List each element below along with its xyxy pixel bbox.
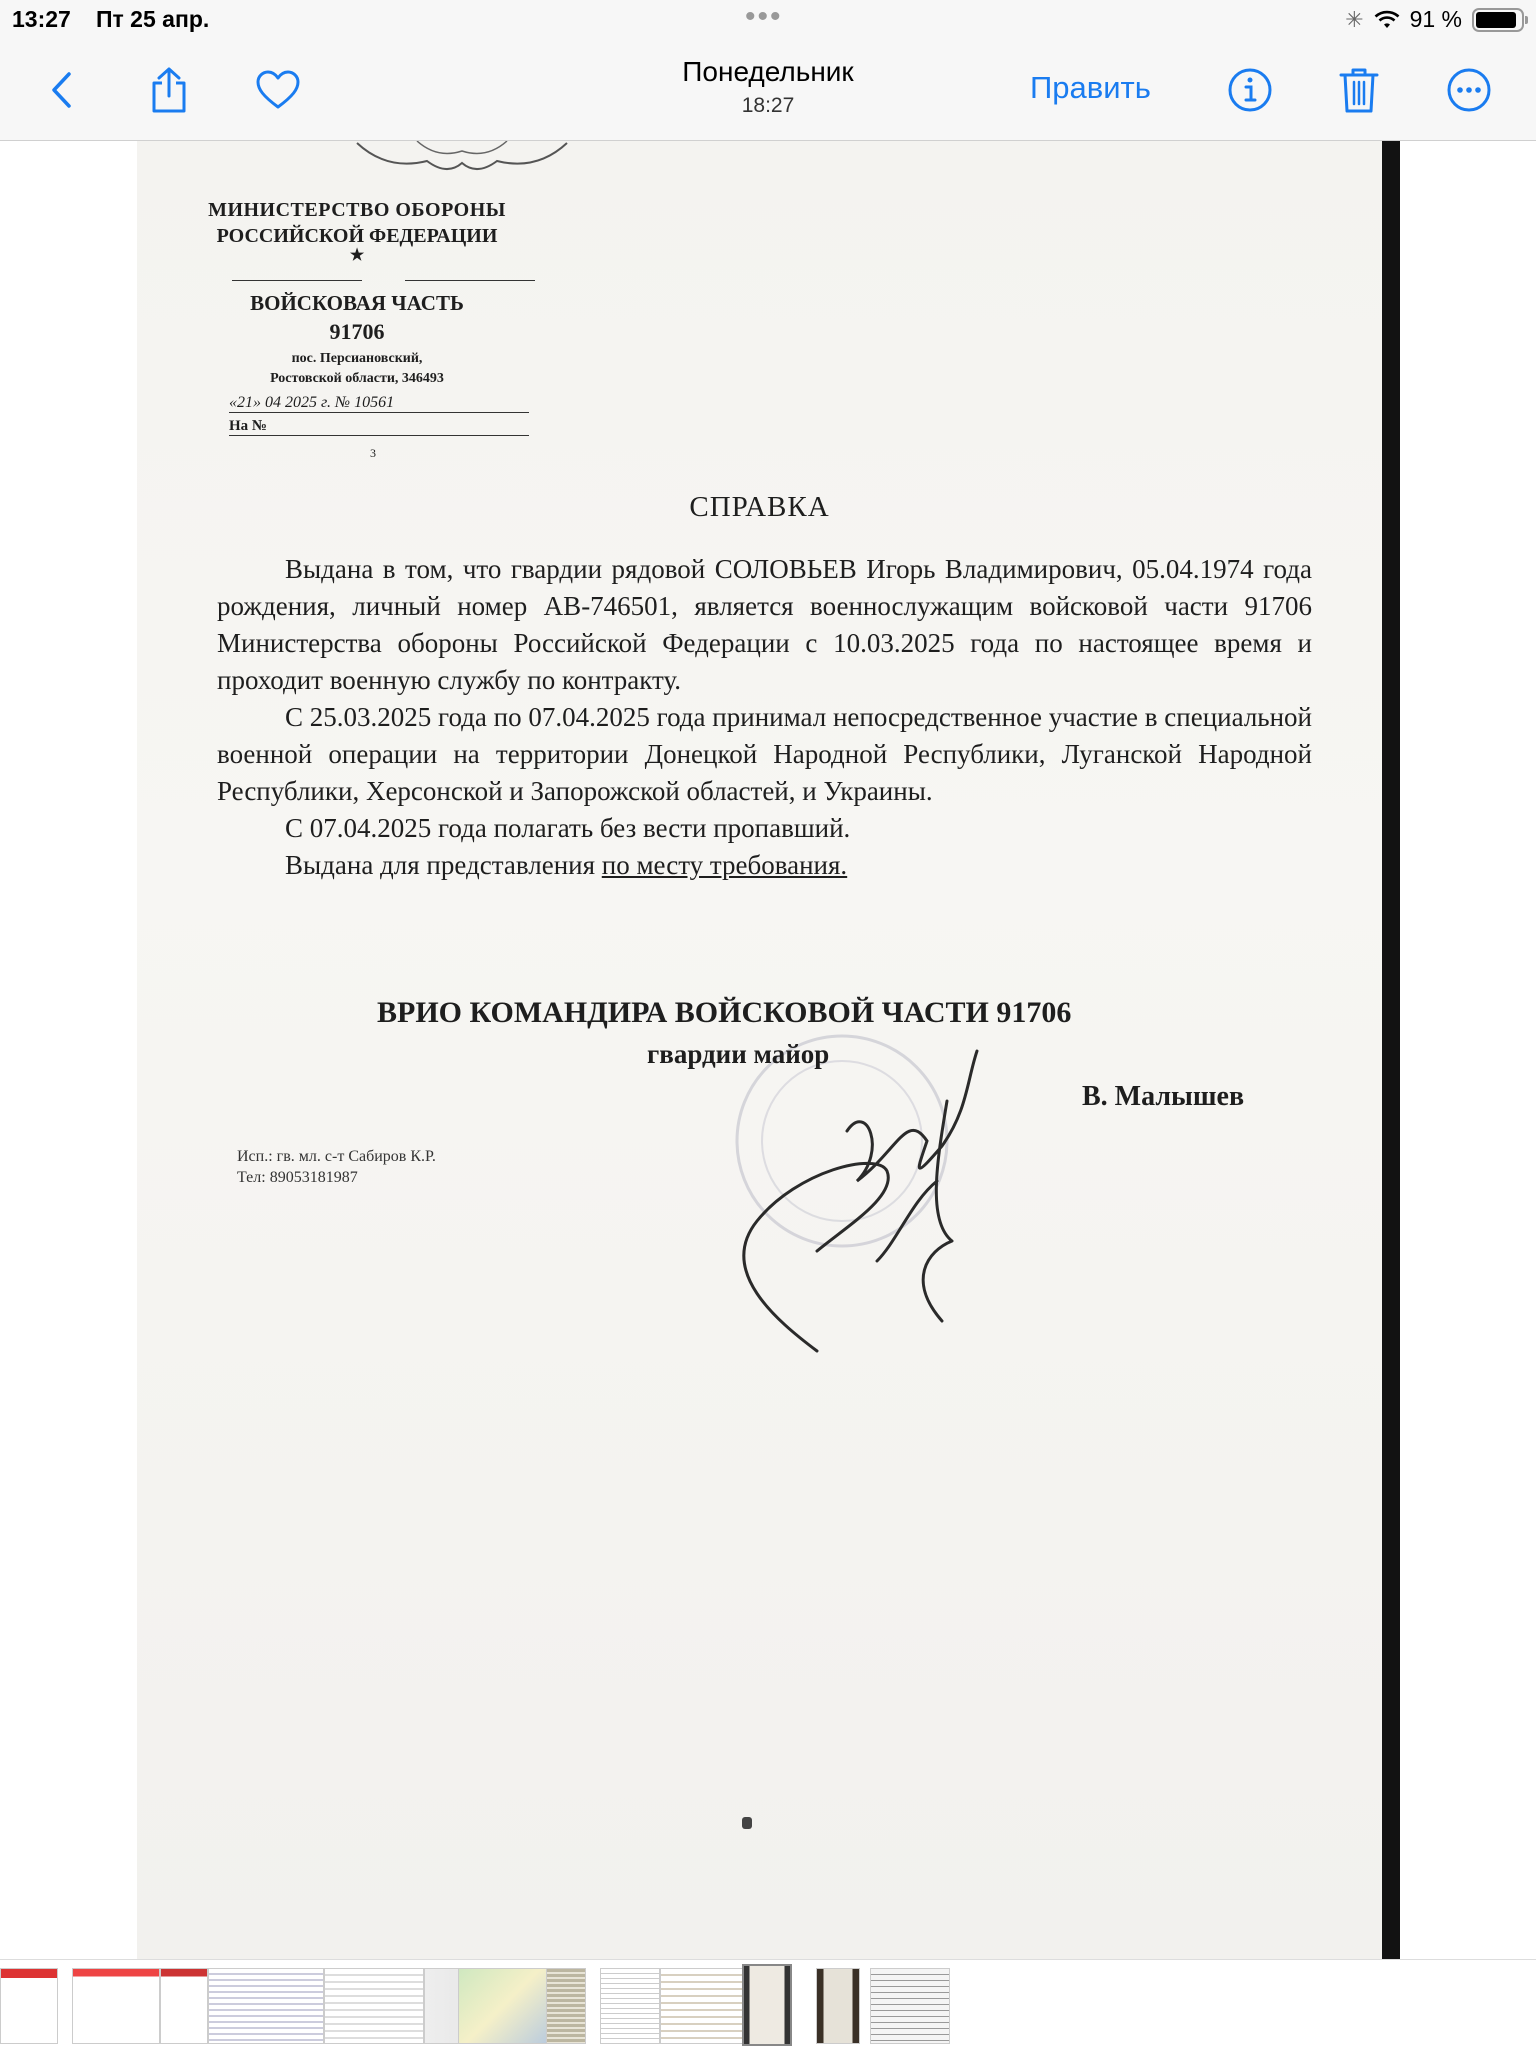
paragraph: С 07.04.2025 года полагать без вести пропавший.: [285, 813, 851, 843]
document-body: [217, 551, 1312, 884]
more-button[interactable]: [1441, 62, 1497, 118]
seal-and-signature-icon: [697, 1021, 1057, 1361]
document-title: СПРАВКА: [689, 491, 830, 523]
address-line-1: пос. Персиановский,: [291, 351, 423, 366]
ministry-line-1: МИНИСТЕРСТВО ОБОРОНЫ: [208, 199, 506, 221]
thumbnail[interactable]: [208, 1968, 324, 2044]
info-icon: [1227, 67, 1273, 113]
trash-icon: [1338, 66, 1380, 114]
chevron-left-icon: [47, 70, 77, 110]
unit-label: ВОЙСКОВАЯ ЧАСТЬ: [250, 291, 464, 315]
thumbnail[interactable]: [546, 1968, 586, 2044]
thumbnail[interactable]: [324, 1968, 424, 2044]
thumbnail-selected[interactable]: [742, 1964, 792, 2046]
edit-button[interactable]: Править: [1030, 70, 1151, 105]
paragraph-issued-for: [217, 847, 1312, 884]
signatory-name: В. Малышев: [1082, 1081, 1245, 1112]
thumbnail[interactable]: [458, 1968, 548, 2044]
thumbnail-strip[interactable]: [0, 1959, 1536, 2049]
executor-phone: Тел: 89053181987: [237, 1169, 358, 1186]
nav-bar: [0, 40, 1536, 141]
info-button[interactable]: [1222, 62, 1278, 118]
ministry-line-2: РОССИЙСКОЙ ФЕДЕРАЦИИ: [216, 225, 498, 247]
issued-for-text: Выдана для представления: [285, 850, 602, 880]
photo-viewer[interactable]: [0, 141, 1536, 1959]
status-date: Пт 25 апр.: [96, 6, 210, 32]
executor-name: Исп.: гв. мл. с-т Сабиров К.Р.: [237, 1148, 436, 1165]
thumbnail[interactable]: [72, 1968, 160, 2044]
thumbnail[interactable]: [816, 1968, 860, 2044]
paragraph: Выдана в том, что гвардии рядовой СОЛОВЬЕВ Игорь Владимирович, 05.04.1974 года рождения, личный номер АВ-746501, является военнослужащим войсковой части 91706 Министерства обороны Российской Федерации с 10.03.2025 года по настоящее время и проходит военную службу по контракту.: [217, 554, 1312, 695]
favorite-button[interactable]: [250, 62, 306, 118]
wifi-icon: [1374, 10, 1400, 30]
delete-button[interactable]: [1331, 62, 1387, 118]
reference-number: На №: [229, 418, 529, 436]
activity-spinner-icon: ✳: [1345, 6, 1364, 32]
share-icon: [147, 66, 191, 114]
thumbnail[interactable]: [0, 1968, 58, 2044]
status-bar: [0, 0, 1536, 40]
share-button[interactable]: [141, 62, 197, 118]
thumbnail[interactable]: [600, 1968, 660, 2044]
status-time: 13:27: [12, 6, 71, 32]
battery-icon: [1472, 8, 1524, 32]
more-icon: [1446, 67, 1492, 113]
signatory-rank: гвардии майор: [647, 1039, 830, 1069]
star-icon: ★: [349, 247, 365, 264]
paragraph: С 25.03.2025 года по 07.04.2025 года принимал непосредственное участие в специальной военной операции на территории Донецкой Народной Республики, Луганской Народной Республики, Херсонской и Запорожской областей, и Украины.: [217, 702, 1312, 806]
document-date-number: «21» 04 2025 г. № 10561: [229, 394, 529, 413]
page-mark: 3: [370, 446, 376, 460]
multitasking-dots-icon[interactable]: •••: [745, 0, 783, 33]
header-divider-right: [405, 280, 535, 281]
nav-title: Понедельник: [682, 56, 854, 87]
heart-icon: [255, 69, 301, 111]
back-button[interactable]: [34, 62, 90, 118]
signatory-position: ВРИО КОМАНДИРА ВОЙСКОВОЙ ЧАСТИ 91706: [377, 996, 1072, 1029]
document-paper: [137, 141, 1382, 1959]
issued-for-underlined: по месту требования.: [601, 850, 848, 880]
unit-number: 91706: [329, 319, 385, 344]
thumbnail[interactable]: [160, 1968, 208, 2044]
battery-percent: 91 %: [1409, 6, 1462, 32]
document-photo: [137, 141, 1400, 1959]
header-divider-left: [232, 280, 362, 281]
paper-speck: [742, 1817, 752, 1829]
thumbnail[interactable]: [660, 1968, 744, 2044]
coat-of-arms-icon: [347, 141, 577, 181]
executor-info: [237, 1146, 436, 1188]
thumbnail[interactable]: [870, 1968, 950, 2044]
address-line-2: Ростовской области, 346493: [270, 371, 444, 386]
nav-subtitle: 18:27: [741, 94, 795, 117]
